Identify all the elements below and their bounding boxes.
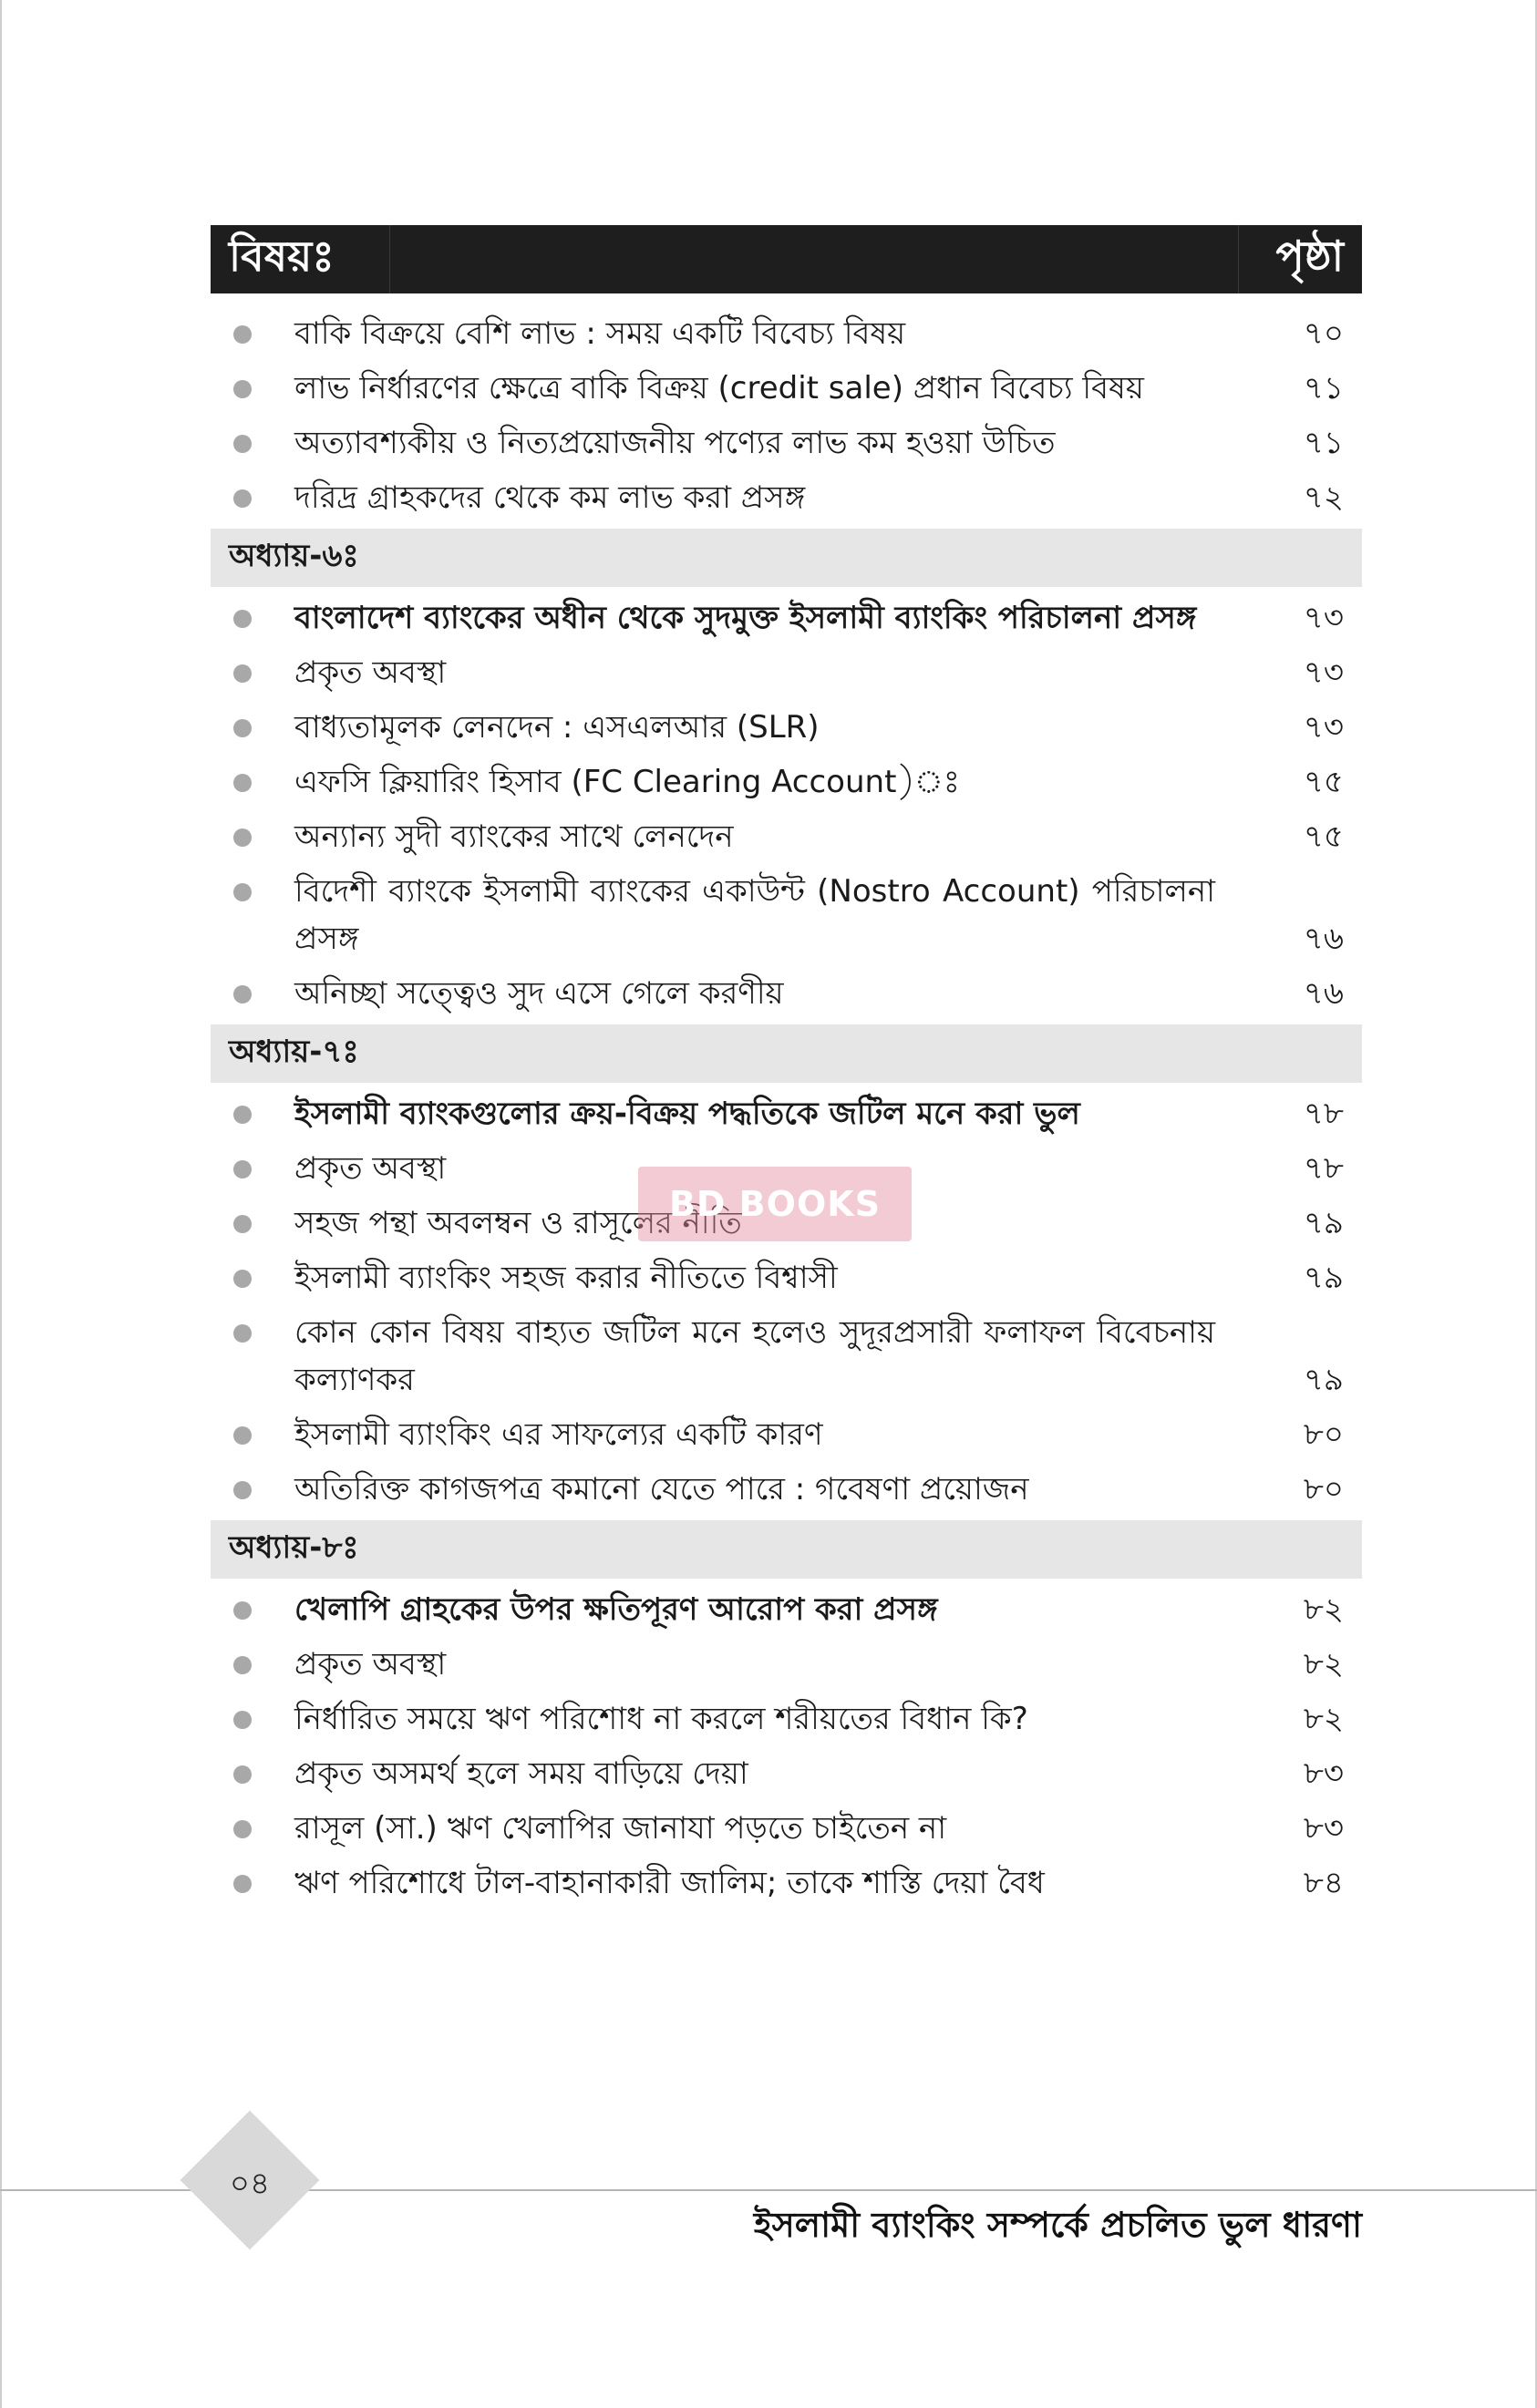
- bullet-icon: [233, 774, 252, 792]
- toc-entry[interactable]: [211, 1801, 1362, 1856]
- entry-title: প্রকৃত অসমর্থ হলে সময় বাড়িয়ে দেয়া: [294, 1755, 748, 1792]
- toc-entry[interactable]: [211, 1856, 1362, 1910]
- entry-title: ঋণ পরিশোধে টাল-বাহানাকারী জালিম; তাকে শাস্তি দেয়া বৈধ: [294, 1865, 1045, 1901]
- entry-page: ৭৮: [1303, 1150, 1344, 1187]
- entry-page: ৭৩: [1303, 709, 1344, 746]
- bullet-icon: [233, 985, 252, 1003]
- bullet-icon: [233, 1656, 252, 1674]
- entry-title: দরিদ্র গ্রাহকদের থেকে কম লাভ করা প্রসঙ্গ: [294, 479, 806, 516]
- entry-title: প্রকৃত অবস্থা: [294, 654, 447, 691]
- entry-page: ৮৩: [1303, 1755, 1344, 1792]
- entry-title: নির্ধারিত সময়ে ঋণ পরিশোধ না করলে শরীয়তের বিধান কি?: [294, 1701, 1028, 1737]
- entry-title: অত্যাবশ্যকীয় ও নিত্যপ্রয়োজনীয় পণ্যের লাভ কম হওয়া উচিত: [294, 425, 1056, 461]
- entry-page: ৭৯: [1303, 1260, 1344, 1296]
- toc-entry[interactable]: [211, 591, 1362, 645]
- toc-entry[interactable]: [211, 700, 1362, 755]
- toc-entry[interactable]: [211, 1582, 1362, 1637]
- chapter-heading-7: অধ্যায়-৭ঃ: [211, 1024, 1362, 1083]
- entry-title: অন্যান্য সুদী ব্যাংকের সাথে লেনদেন: [294, 818, 734, 855]
- toc-entry[interactable]: [211, 416, 1362, 470]
- bullet-icon: [233, 1270, 252, 1288]
- toc-entries: [211, 293, 1362, 1910]
- chapter-heading-6: অধ্যায়-৬ঃ: [211, 529, 1362, 587]
- entry-page: ৮২: [1303, 1701, 1344, 1737]
- chapter-heading-8: অধ্যায়-৮ঃ: [211, 1520, 1362, 1579]
- bullet-icon: [233, 325, 252, 344]
- running-footer-title: ইসলামী ব্যাংকিং সম্পর্কে প্রচলিত ভুল ধারণা: [753, 2205, 1362, 2245]
- bullet-icon: [233, 1875, 252, 1893]
- toc-entry[interactable]: [211, 809, 1362, 864]
- bullet-icon: [233, 1820, 252, 1838]
- entry-page: ৭১: [1303, 425, 1344, 461]
- entry-page: ৭৫: [1303, 764, 1344, 800]
- toc-header: [211, 225, 1362, 293]
- entry-title: ইসলামী ব্যাংকিং এর সাফল্যের একটি কারণ: [294, 1416, 823, 1453]
- toc-entry[interactable]: [211, 470, 1362, 525]
- entry-page: ৮২: [1303, 1646, 1344, 1683]
- entry-title: এফসি ক্লিয়ারিং হিসাব (FC Clearing Account)ঃ: [294, 764, 960, 800]
- entry-page: ৮৪: [1303, 1865, 1344, 1901]
- bullet-icon: [233, 719, 252, 737]
- entry-page: ৭১: [1303, 370, 1344, 406]
- bullet-icon: [233, 1711, 252, 1729]
- entry-title: প্রকৃত অবস্থা: [294, 1150, 447, 1187]
- watermark-logo: BD BOOKS: [638, 1167, 912, 1241]
- entry-title: খেলাপি গ্রাহকের উপর ক্ষতিপূরণ আরোপ করা প্রসঙ্গ: [294, 1591, 938, 1628]
- header-divider: [389, 225, 390, 293]
- entry-title: বিদেশী ব্যাংকে ইসলামী ব্যাংকের একাউন্ট (Nostro Account) পরিচালনা প্রসঙ্গ: [294, 873, 1215, 957]
- header-divider: [1238, 225, 1239, 293]
- entry-title: বাধ্যতামূলক লেনদেন : এসএলআর (SLR): [294, 709, 820, 746]
- toc-entry[interactable]: [211, 361, 1362, 416]
- toc-entry[interactable]: [211, 645, 1362, 700]
- bullet-icon: [233, 883, 252, 901]
- entry-title: ইসলামী ব্যাংকিং সহজ করার নীতিতে বিশ্বাসী: [294, 1260, 838, 1296]
- entry-page: ৮০: [1303, 1416, 1344, 1453]
- toc-entry[interactable]: [211, 1250, 1362, 1305]
- entry-page: ৭৯: [1303, 1205, 1344, 1241]
- entry-page: ৭০: [1303, 315, 1344, 352]
- entry-title: প্রকৃত অবস্থা: [294, 1646, 447, 1683]
- bullet-icon: [233, 489, 252, 508]
- entry-title: বাংলাদেশ ব্যাংকের অধীন থেকে সুদমুক্ত ইসলামী ব্যাংকিং পরিচালনা প্রসঙ্গ: [294, 600, 1197, 636]
- toc-entry[interactable]: [211, 1462, 1362, 1517]
- bullet-icon: [233, 1324, 252, 1343]
- entry-title: রাসূল (সা.) ঋণ খেলাপির জানাযা পড়তে চাইতেন না: [294, 1810, 947, 1847]
- entry-title: ইসলামী ব্যাংকগুলোর ক্রয়-বিক্রয় পদ্ধতিকে জটিল মনে করা ভুল: [294, 1096, 1080, 1132]
- table-of-contents: [211, 225, 1362, 1910]
- entry-title: কোন কোন বিষয় বাহ্যত জটিল মনে হলেও সুদূরপ্রসারী ফলাফল বিবেচনায় কল্যাণকর: [294, 1314, 1215, 1398]
- toc-entry[interactable]: [211, 1692, 1362, 1746]
- entry-title: অতিরিক্ত কাগজপত্র কমানো যেতে পারে : গবেষণা প্রয়োজন: [294, 1471, 1029, 1508]
- toc-entry[interactable]: [211, 1305, 1362, 1407]
- bullet-icon: [233, 1481, 252, 1499]
- bullet-icon: [233, 1106, 252, 1124]
- entry-page: ৭২: [1303, 479, 1344, 516]
- bullet-icon: [233, 1765, 252, 1784]
- bullet-icon: [233, 380, 252, 398]
- toc-entry[interactable]: [211, 966, 1362, 1021]
- entry-page: ৭৬: [1303, 975, 1344, 1012]
- entry-title: লাভ নির্ধারণের ক্ষেত্রে বাকি বিক্রয় (credit sale) প্রধান বিবেচ্য বিষয়: [294, 370, 1144, 406]
- entry-page: ৮০: [1303, 1471, 1344, 1508]
- entry-page: ৭৬: [1303, 921, 1344, 957]
- entry-page: ৮৩: [1303, 1810, 1344, 1847]
- entry-title: বাকি বিক্রয়ে বেশি লাভ : সময় একটি বিবেচ্য বিষয়: [294, 315, 906, 352]
- entry-title: অনিচ্ছা সত্ত্বেও সুদ এসে গেলে করণীয়: [294, 975, 784, 1012]
- entry-page: ৮২: [1303, 1591, 1344, 1628]
- entry-page: ৭৯: [1303, 1362, 1344, 1398]
- bullet-icon: [233, 1601, 252, 1620]
- bullet-icon: [233, 1426, 252, 1445]
- page-number: ০৪: [229, 2166, 271, 2202]
- toc-entry[interactable]: [211, 864, 1362, 966]
- bullet-icon: [233, 435, 252, 453]
- toc-entry[interactable]: [211, 1407, 1362, 1462]
- entry-page: ৭৫: [1303, 818, 1344, 855]
- entry-page: ৭৩: [1303, 654, 1344, 691]
- bullet-icon: [233, 610, 252, 628]
- page-heading: পৃষ্ঠা: [1275, 231, 1344, 281]
- bullet-icon: [233, 1160, 252, 1178]
- toc-entry[interactable]: [211, 306, 1362, 361]
- bullet-icon: [233, 828, 252, 847]
- toc-entry[interactable]: [211, 1086, 1362, 1141]
- entry-page: ৭৩: [1303, 600, 1344, 636]
- bullet-icon: [233, 664, 252, 683]
- bullet-icon: [233, 1215, 252, 1233]
- toc-entry[interactable]: [211, 1746, 1362, 1801]
- toc-entry[interactable]: [211, 755, 1362, 809]
- entry-page: ৭৮: [1303, 1096, 1344, 1132]
- entry-title: সহজ পন্থা অবলম্বন ও রাসূলের নীতি: [294, 1205, 742, 1241]
- subject-heading: বিষয়ঃ: [229, 231, 335, 281]
- toc-entry[interactable]: [211, 1637, 1362, 1692]
